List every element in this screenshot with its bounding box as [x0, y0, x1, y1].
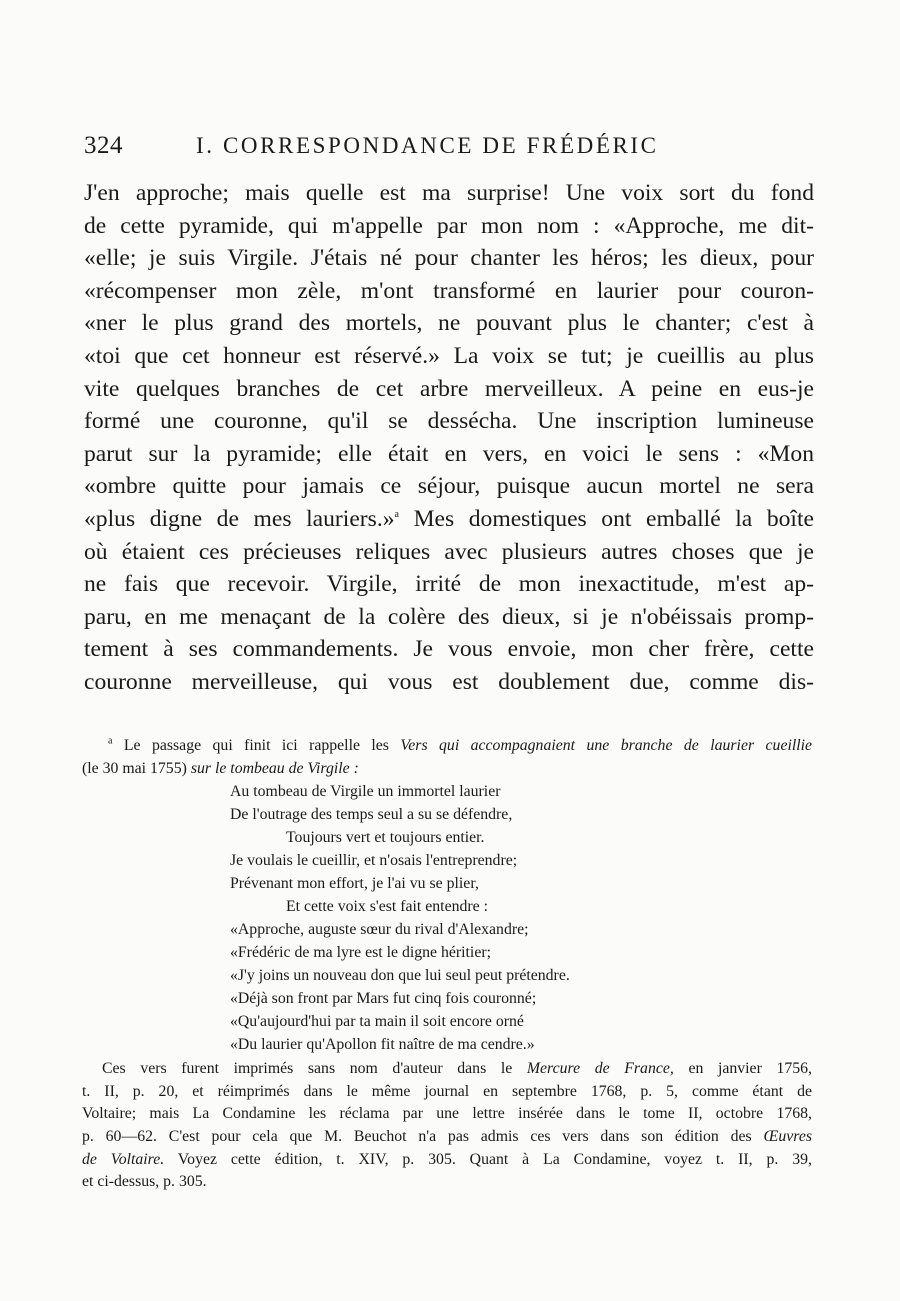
page-header [84, 132, 814, 166]
footnote-prose-text: Voyez cette édition, t. XIV, p. 305. Quant à La Condamine, voyez t. II, p. 39, [177, 1150, 812, 1168]
footnote-prose-line [82, 1058, 812, 1081]
main-text-segment: Mes domestiques ont emballé la boîte [413, 505, 815, 532]
footnote-intro-line [82, 758, 812, 781]
verse-line: «Déjà son front par Mars fut cinq fois couronné; [230, 990, 537, 1008]
main-text-line: J'en approche; mais quelle est ma surprise! Une voix sort du fond [84, 180, 814, 206]
main-text-line: «elle; je suis Virgile. J'étais né pour chanter les héros; les dieux, pour [84, 245, 814, 272]
main-text-line: couronne merveilleuse, qui vous est doublement due, comme dis- [84, 668, 814, 695]
footnote-place: sur le tombeau de Virgile : [190, 759, 359, 777]
running-head: I. CORRESPONDANCE DE FRÉDÉRIC [196, 133, 659, 158]
footnote-reference: a [394, 509, 399, 521]
footnote-prose [82, 1058, 812, 1194]
main-text-line: parut sur la pyramide; elle était en vers, en voici le sens : «Mon [84, 440, 814, 467]
footnote-prose-line: et ci-dessus, p. 305. [82, 1173, 207, 1191]
footnote-section [82, 735, 812, 1194]
main-text-segment: «plus digne de mes lauriers.» [84, 505, 395, 532]
verse-line: Et cette voix s'est fait entendre : [286, 898, 488, 916]
footnote-title: Vers qui accompagnaient une branche de laurier cueillie [400, 737, 813, 754]
verse-line: Au tombeau de Virgile un immortel laurier [230, 783, 501, 801]
footnote-prose-line: Voltaire; mais La Condamine les réclama par une lettre insérée dans le tome II, octobre 1768, [82, 1105, 812, 1123]
footnote-intro-text: Le passage qui finit ici rappelle les [123, 737, 389, 754]
footnote-book-title: de Voltaire. [82, 1150, 165, 1168]
main-text-line-with-note [84, 503, 814, 536]
main-text-line: où étaient ces précieuses reliques avec plusieurs autres choses que je [84, 538, 814, 565]
verse-line: «Frédéric de ma lyre est le digne héritier; [230, 944, 491, 962]
footnote-prose-text: Ces vers furent imprimés sans nom d'auteur dans le [102, 1060, 513, 1078]
main-text-line: «récompenser mon zèle, m'ont transformé en laurier pour couron- [84, 277, 814, 304]
main-text-line: tement à ses commandements. Je vous envoie, mon cher frère, cette [84, 636, 814, 663]
verse-line: «Approche, auguste sœur du rival d'Alexandre; [230, 921, 529, 939]
footnote-prose-line: t. II, p. 20, et réimprimés dans le même journal en septembre 1768, p. 5, comme étant de [82, 1082, 812, 1100]
verse-line: Je voulais le cueillir, et n'osais l'entreprendre; [230, 852, 518, 870]
footnote-book-title: Œuvres [763, 1127, 813, 1145]
footnote-prose-line [82, 1126, 812, 1149]
main-text-line: paru, en me menaçant de la colère des dieux, si je n'obéissais promp- [84, 603, 814, 630]
verse-line: Toujours vert et toujours entier. [286, 829, 485, 847]
verse-line: «J'y joins un nouveau don que lui seul peut prétendre. [230, 967, 570, 985]
main-text-line: «ombre quitte pour jamais ce séjour, puisque aucun mortel ne sera [84, 473, 814, 500]
verse-line: Prévenant mon effort, je l'ai vu se plier, [230, 875, 479, 893]
main-text-line: formé une couronne, qu'il se dessécha. Une inscription lumineuse [84, 408, 814, 435]
main-text [84, 177, 814, 699]
footnote-intro-line [82, 735, 812, 758]
main-text-line: vite quelques branches de cet arbre merveilleux. A peine en eus-je [84, 375, 814, 402]
footnote-marker: a [108, 735, 113, 747]
footnote-prose-text: p. 60—62. C'est pour cela que M. Beuchot n'a pas admis ces vers dans son édition des [82, 1127, 752, 1145]
main-text-line: «toi que cet honneur est réservé.» La voix se tut; je cueillis au plus [84, 342, 814, 369]
footnote-journal-title: Mercure de France, [526, 1060, 674, 1078]
main-text-line: de cette pyramide, qui m'appelle par mon nom : «Approche, me dit- [84, 212, 814, 239]
verse-line: «Qu'aujourd'hui par ta main il soit encore orné [230, 1013, 524, 1031]
main-text-line: ne fais que recevoir. Virgile, irrité de mon inexactitude, m'est ap- [84, 571, 814, 598]
footnote-date: (le 30 mai 1755) [82, 759, 187, 777]
footnote-prose-line [82, 1149, 812, 1172]
verse-line: «Du laurier qu'Apollon fit naître de ma cendre.» [230, 1036, 535, 1054]
page-number: 324 [84, 132, 123, 159]
main-text-line: «ner le plus grand des mortels, ne pouvant plus le chanter; c'est à [84, 310, 814, 337]
footnote-prose-text: en janvier 1756, [688, 1060, 812, 1078]
verse-line: De l'outrage des temps seul a su se défendre, [230, 806, 513, 824]
verse-block [230, 780, 812, 1056]
